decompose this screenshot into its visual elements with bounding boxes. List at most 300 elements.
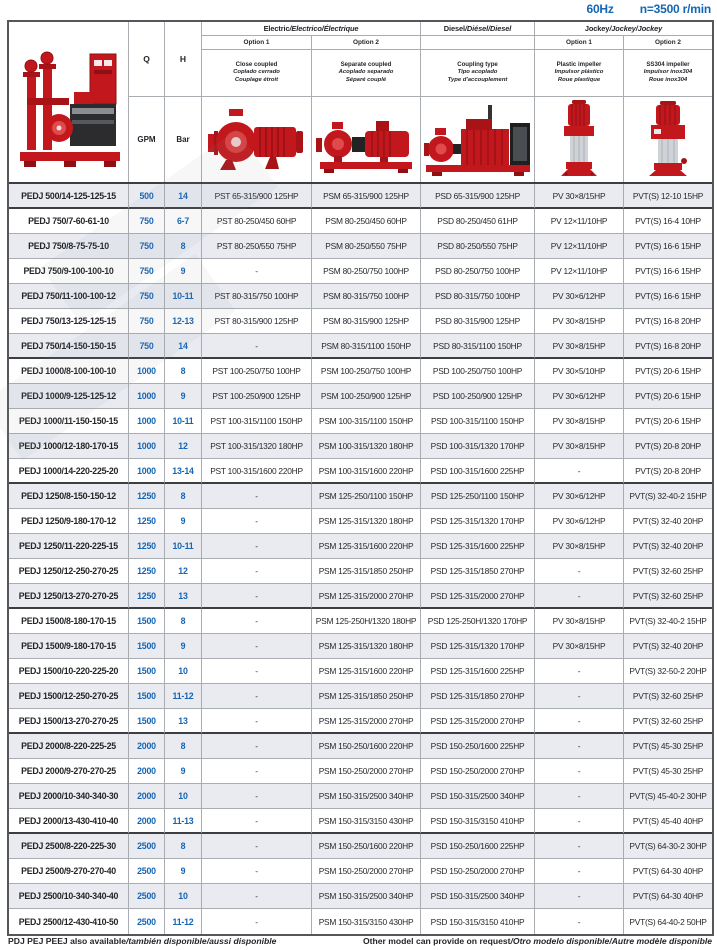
electric-option1-cell: - (202, 509, 312, 534)
h-value-cell: 9 (165, 384, 202, 409)
h-value-cell: 9 (165, 859, 202, 884)
close-coupled-description: Close coupled Coplado cerrado Couplage étroit (202, 50, 312, 97)
jockey-option1-cell: PV 30×8/15HP (535, 184, 624, 209)
diesel-cell: PSD 80-315/1100 150HP (421, 334, 535, 359)
model-cell: PEDJ 1250/11-220-225-15 (9, 534, 129, 559)
diesel-cell: PSD 150-250/1600 225HP (421, 834, 535, 859)
electric-option1-cell: PST 100-315/1100 150HP (202, 409, 312, 434)
diesel-cell: PSD 125-250H/1320 170HP (421, 609, 535, 634)
table-row (9, 884, 712, 909)
diesel-cell: PSD 150-250/2000 270HP (421, 759, 535, 784)
h-value-cell: 14 (165, 334, 202, 359)
electric-option2-cell: PSM 80-250/450 60HP (312, 209, 421, 234)
electric-option1-cell: - (202, 634, 312, 659)
diesel-cell: PSD 80-315/750 100HP (421, 284, 535, 309)
q-value-cell: 1250 (129, 484, 165, 509)
jockey-option2-cell: PVT(S) 45-30 25HP (624, 759, 712, 784)
h-value-cell: 9 (165, 634, 202, 659)
electric-option1-cell: - (202, 484, 312, 509)
q-value-cell: 2500 (129, 834, 165, 859)
q-value-cell: 2000 (129, 784, 165, 809)
table-row (9, 259, 712, 284)
model-cell: PEDJ 2000/9-270-270-25 (9, 759, 129, 784)
jockey-option2-cell: PVT(S) 20-8 20HP (624, 434, 712, 459)
q-value-cell: 2000 (129, 809, 165, 834)
electric-option2-cell: PSM 150-315/2500 340HP (312, 784, 421, 809)
model-cell: PEDJ 2000/8-220-225-25 (9, 734, 129, 759)
table-row (9, 234, 712, 259)
q-value-cell: 750 (129, 284, 165, 309)
jockey-option2-cell: PVT(S) 32-60 25HP (624, 684, 712, 709)
jockey-option2-header: Option 2 (624, 36, 712, 50)
model-cell: PEDJ 1500/9-180-170-15 (9, 634, 129, 659)
diesel-cell: PSD 100-315/1100 150HP (421, 409, 535, 434)
h-value-cell: 8 (165, 834, 202, 859)
jockey-option2-cell: PVT(S) 45-40-2 30HP (624, 784, 712, 809)
diesel-cell: PSD 150-315/2500 340HP (421, 884, 535, 909)
pump-selection-table (7, 20, 714, 936)
q-value-cell: 2500 (129, 909, 165, 934)
h-value-cell: 12 (165, 559, 202, 584)
jockey-option1-cell: PV 30×8/15HP (535, 334, 624, 359)
electric-option2-cell: PSM 65-315/900 125HP (312, 184, 421, 209)
jockey-option1-cell: - (535, 809, 624, 834)
model-cell: PEDJ 1500/10-220-225-20 (9, 659, 129, 684)
h-value-cell: 8 (165, 234, 202, 259)
table-body (9, 184, 712, 934)
diesel-cell: PSD 100-315/1600 225HP (421, 459, 535, 484)
diesel-cell: PSD 125-315/2000 270HP (421, 709, 535, 734)
table-row (9, 384, 712, 409)
diesel-cell: PSD 125-315/2000 270HP (421, 584, 535, 609)
electric-group-header: Electric /Electrico/Électrique (202, 22, 421, 36)
electric-option2-cell: PSM 150-250/2000 270HP (312, 759, 421, 784)
jockey-option1-cell: PV 12×11/10HP (535, 259, 624, 284)
h-unit-label: Bar (165, 97, 202, 182)
q-value-cell: 750 (129, 234, 165, 259)
model-cell: PEDJ 1250/13-270-270-25 (9, 584, 129, 609)
electric-option1-cell: PST 100-315/1320 180HP (202, 434, 312, 459)
coupling-type-description: Coupling type Tipo acoplado Type d'accouplement (421, 50, 535, 97)
h-value-cell: 11-12 (165, 684, 202, 709)
table-row (9, 559, 712, 584)
electric-option1-cell: - (202, 809, 312, 834)
electric-option2-cell: PSM 125-250H/1320 180HP (312, 609, 421, 634)
jockey-option2-cell: PVT(S) 16-6 15HP (624, 284, 712, 309)
q-value-cell: 1250 (129, 534, 165, 559)
h-value-cell: 13 (165, 584, 202, 609)
jockey-option1-cell: PV 30×8/15HP (535, 534, 624, 559)
q-value-cell: 1000 (129, 384, 165, 409)
q-value-cell: 2000 (129, 759, 165, 784)
electric-option1-cell: - (202, 834, 312, 859)
electric-option1-header: Option 1 (202, 36, 312, 50)
model-cell: PEDJ 1000/14-220-225-20 (9, 459, 129, 484)
jockey-option1-cell: PV 30×8/15HP (535, 309, 624, 334)
vertical-jockey-pump-image (535, 97, 624, 182)
jockey-option2-cell: PVT(S) 20-6 15HP (624, 384, 712, 409)
jockey-option1-cell: PV 30×6/12HP (535, 484, 624, 509)
diesel-cell: PSD 125-315/1850 270HP (421, 684, 535, 709)
h-value-cell: 9 (165, 509, 202, 534)
jockey-option1-cell: PV 12×11/10HP (535, 234, 624, 259)
electric-option2-header: Option 2 (312, 36, 421, 50)
jockey-group-header: Jockey /Jockey/Jockey (535, 22, 712, 36)
close-coupled-pump-image (202, 97, 312, 182)
electric-option2-cell: PSM 125-315/1850 250HP (312, 559, 421, 584)
model-cell: PEDJ 2000/13-430-410-40 (9, 809, 129, 834)
electric-option2-cell: PSM 125-315/1320 180HP (312, 634, 421, 659)
diesel-cell: PSD 150-315/3150 410HP (421, 909, 535, 934)
q-column-header: Q (129, 22, 165, 97)
frequency-label: 60Hz (586, 2, 614, 16)
model-cell: PEDJ 750/7-60-61-10 (9, 209, 129, 234)
model-cell: PEDJ 1250/8-150-150-12 (9, 484, 129, 509)
diesel-cell: PSD 100-315/1320 170HP (421, 434, 535, 459)
table-row (9, 759, 712, 784)
jockey-option2-cell: PVT(S) 32-40-2 15HP (624, 484, 712, 509)
jockey-option1-cell: - (535, 584, 624, 609)
diesel-cell: PSD 125-315/1600 225HP (421, 659, 535, 684)
model-cell: PEDJ 2500/12-430-410-50 (9, 909, 129, 934)
jockey-option1-cell: - (535, 909, 624, 934)
table-row (9, 284, 712, 309)
q-value-cell: 1500 (129, 659, 165, 684)
table-row (9, 409, 712, 434)
separate-coupled-pump-image (312, 97, 421, 182)
table-row (9, 209, 712, 234)
jockey-option2-cell: PVT(S) 32-60 25HP (624, 709, 712, 734)
jockey-option1-cell: - (535, 734, 624, 759)
fire-pump-package-image (9, 22, 129, 182)
q-value-cell: 2500 (129, 859, 165, 884)
diesel-cell: PSD 150-315/3150 410HP (421, 809, 535, 834)
model-cell: PEDJ 2000/10-340-340-30 (9, 784, 129, 809)
jockey-option2-cell: PVT(S) 64-40-2 50HP (629, 916, 707, 927)
h-value-cell: 11-13 (165, 809, 202, 834)
jockey-option1-cell: PV 30×6/12HP (535, 384, 624, 409)
table-row (9, 359, 712, 384)
jockey-option2-cell: PVT(S) 20-8 20HP (624, 459, 712, 484)
electric-option2-cell: PSM 150-250/1600 220HP (312, 834, 421, 859)
h-value-cell: 8 (165, 484, 202, 509)
diesel-cell: PSD 100-250/750 100HP (421, 359, 535, 384)
electric-option1-cell: - (202, 709, 312, 734)
diesel-cell: PSD 150-250/2000 270HP (421, 859, 535, 884)
electric-option2-cell: PSM 80-250/550 75HP (312, 234, 421, 259)
model-cell: PEDJ 1000/12-180-170-15 (9, 434, 129, 459)
electric-option2-cell: PSM 125-315/1320 180HP (312, 509, 421, 534)
h-value-cell: 9 (165, 759, 202, 784)
h-value-cell: 13-14 (165, 459, 202, 484)
electric-option1-cell: - (202, 784, 312, 809)
model-cell: PEDJ 750/11-100-100-12 (9, 284, 129, 309)
jockey-option1-cell: - (535, 784, 624, 809)
electric-option1-cell: - (202, 659, 312, 684)
q-value-cell: 1500 (129, 609, 165, 634)
table-row (9, 659, 712, 684)
q-value-cell: 1000 (129, 359, 165, 384)
table-row (9, 509, 712, 534)
ss304-impeller-description: SS304 impeller Impulsor inox304 Roue inox304 (624, 50, 712, 97)
table-row (9, 634, 712, 659)
model-cell: PEDJ 750/13-125-125-15 (9, 309, 129, 334)
h-value-cell: 10 (165, 884, 202, 909)
diesel-cell: PSD 125-315/1600 225HP (421, 534, 535, 559)
electric-option1-cell: PST 80-250/550 75HP (202, 234, 312, 259)
model-cell: PEDJ 750/8-75-75-10 (9, 234, 129, 259)
table-row (9, 784, 712, 809)
h-value-cell: 10 (165, 784, 202, 809)
jockey-option1-cell: PV 30×8/15HP (535, 409, 624, 434)
diesel-cell: PSD 150-250/1600 225HP (421, 734, 535, 759)
q-value-cell: 1500 (129, 684, 165, 709)
table-header (9, 22, 712, 184)
footer-left-note: PDJ PEJ PEEJ also available/también disponible/aussi disponible (8, 936, 277, 946)
jockey-option1-cell: - (535, 684, 624, 709)
table-row (9, 534, 712, 559)
jockey-option2-cell: PVT(S) 64-30 40HP (624, 884, 712, 909)
electric-option2-cell: PSM 125-315/1600 220HP (312, 534, 421, 559)
jockey-option2-cell: PVT(S) 16-8 20HP (624, 309, 712, 334)
table-row (9, 734, 712, 759)
q-unit-label: GPM (129, 97, 165, 182)
electric-option1-cell: - (202, 684, 312, 709)
jockey-option2-cell: PVT(S) 32-40-2 15HP (624, 609, 712, 634)
jockey-option1-cell: PV 30×8/15HP (535, 609, 624, 634)
model-cell: PEDJ 750/9-100-100-10 (9, 259, 129, 284)
jockey-option2-cell: PVT(S) 12-10 15HP (624, 184, 712, 209)
electric-option2-cell: PSM 100-250/750 100HP (312, 359, 421, 384)
diesel-cell: PSD 100-250/900 125HP (421, 384, 535, 409)
footer-right-note: Other model can provide on request/Otro modelo disponible/Autre modèle disponible (362, 936, 712, 946)
electric-option1-cell: PST 100-250/900 125HP (202, 384, 312, 409)
electric-option1-cell: PST 80-315/900 125HP (202, 309, 312, 334)
jockey-option2-cell: PVT(S) 32-50-2 20HP (624, 659, 712, 684)
electric-option2-cell: PSM 100-315/1600 220HP (312, 459, 421, 484)
electric-option2-cell: PSM 80-315/900 125HP (312, 309, 421, 334)
jockey-option1-cell: PV 30×8/15HP (535, 634, 624, 659)
q-value-cell: 1250 (129, 509, 165, 534)
model-cell: PEDJ 1500/12-250-270-25 (9, 684, 129, 709)
electric-option2-cell: PSM 150-315/3150 430HP (312, 809, 421, 834)
h-value-cell: 10-11 (165, 534, 202, 559)
q-value-cell: 1000 (129, 409, 165, 434)
table-row (9, 684, 712, 709)
electric-option2-cell: PSM 125-250/1100 150HP (312, 484, 421, 509)
q-value-cell: 2000 (129, 734, 165, 759)
electric-option1-cell: - (202, 859, 312, 884)
electric-option2-cell: PSM 100-315/1100 150HP (312, 409, 421, 434)
electric-option1-cell: - (202, 584, 312, 609)
q-value-cell: 750 (129, 209, 165, 234)
model-cell: PEDJ 2500/8-220-225-30 (9, 834, 129, 859)
jockey-option1-cell: PV 30×5/10HP (535, 359, 624, 384)
h-value-cell: 10-11 (165, 284, 202, 309)
jockey-option1-cell: - (535, 834, 624, 859)
plastic-impeller-description: Plastic impeller Impulsor plástico Roue plastique (535, 50, 624, 97)
table-row (9, 484, 712, 509)
diesel-group-header: Diesel /Diésel/Diesel (421, 22, 535, 36)
h-value-cell: 13 (165, 709, 202, 734)
electric-option2-cell: PSM 80-250/750 100HP (312, 259, 421, 284)
table-row (9, 184, 712, 209)
diesel-option-spacer (421, 36, 535, 50)
q-value-cell: 750 (129, 259, 165, 284)
electric-option1-cell: - (202, 334, 312, 359)
jockey-option2-cell: PVT(S) 16-4 10HP (624, 209, 712, 234)
electric-option1-cell: PST 100-315/1600 220HP (202, 459, 312, 484)
electric-option1-cell: PST 100-250/750 100HP (202, 359, 312, 384)
electric-option2-cell: PSM 125-315/2000 270HP (312, 584, 421, 609)
model-cell: PEDJ 1500/13-270-270-25 (9, 709, 129, 734)
diesel-cell: PSD 125-315/1320 170HP (421, 634, 535, 659)
q-value-cell: 750 (129, 309, 165, 334)
table-row (9, 834, 712, 859)
diesel-pump-set-image (421, 97, 535, 182)
h-value-cell: 8 (165, 609, 202, 634)
electric-option1-cell: PST 80-250/450 60HP (202, 209, 312, 234)
electric-option1-cell: - (202, 759, 312, 784)
jockey-option2-cell: PVT(S) 16-6 15HP (624, 259, 712, 284)
jockey-option1-cell: PV 30×6/12HP (535, 509, 624, 534)
jockey-option1-cell: - (535, 884, 624, 909)
electric-option2-cell: PSM 100-315/1320 180HP (312, 434, 421, 459)
h-value-cell: 8 (165, 359, 202, 384)
q-value-cell: 1000 (129, 459, 165, 484)
jockey-option2-cell: PVT(S) 32-40 20HP (624, 509, 712, 534)
model-cell: PEDJ 500/14-125-125-15 (9, 184, 129, 209)
model-cell: PEDJ 2500/10-340-340-40 (9, 884, 129, 909)
model-cell: PEDJ 1250/12-250-270-25 (9, 559, 129, 584)
jockey-option2-cell: PVT(S) 45-40 40HP (624, 809, 712, 834)
jockey-option2-cell: PVT(S) 16-6 15HP (624, 234, 712, 259)
jockey-option1-cell: - (535, 559, 624, 584)
q-value-cell: 750 (129, 334, 165, 359)
electric-option2-cell: PSM 80-315/1100 150HP (312, 334, 421, 359)
h-column-header: H (165, 22, 202, 97)
jockey-option1-cell: - (535, 709, 624, 734)
table-row (9, 584, 712, 609)
model-cell: PEDJ 1000/9-125-125-12 (9, 384, 129, 409)
jockey-option1-cell: - (535, 659, 624, 684)
jockey-option2-cell: PVT(S) 20-6 15HP (624, 359, 712, 384)
model-cell: PEDJ 1000/8-100-100-10 (9, 359, 129, 384)
electric-option2-cell: PSM 100-250/900 125HP (312, 384, 421, 409)
speed-label: n=3500 r/min (639, 2, 711, 16)
q-value-cell: 1500 (129, 709, 165, 734)
table-row (9, 709, 712, 734)
q-value-cell: 2500 (129, 884, 165, 909)
q-value-cell: 1250 (129, 584, 165, 609)
electric-option2-cell: PSM 150-250/2000 270HP (312, 859, 421, 884)
electric-option1-cell: - (202, 534, 312, 559)
q-value-cell: 1250 (129, 559, 165, 584)
electric-option2-cell: PSM 150-250/1600 220HP (312, 734, 421, 759)
h-value-cell: 14 (165, 184, 202, 209)
jockey-option2-cell: PVT(S) 32-40 20HP (624, 634, 712, 659)
jockey-option2-cell: PVT(S) 45-30 25HP (624, 734, 712, 759)
table-row (9, 859, 712, 884)
h-value-cell: 11-12 (165, 909, 202, 934)
model-cell: PEDJ 2500/9-270-270-40 (9, 859, 129, 884)
separate-coupled-description: Separate coupled Acoplado separado Séparé couplé (312, 50, 421, 97)
electric-option1-cell: - (202, 884, 312, 909)
table-row (9, 434, 712, 459)
model-cell: PEDJ 1500/8-180-170-15 (9, 609, 129, 634)
table-row (9, 809, 712, 834)
electric-option2-cell: PSM 150-315/3150 430HP (312, 909, 421, 934)
jockey-option1-header: Option 1 (535, 36, 624, 50)
jockey-option1-cell: PV 30×8/15HP (535, 434, 624, 459)
table-row (9, 459, 712, 484)
frequency-speed-note (0, 2, 711, 16)
footer-notes (8, 936, 712, 946)
electric-option2-cell: PSM 150-315/2500 340HP (312, 884, 421, 909)
table-row (9, 334, 712, 359)
jockey-option2-cell: PVT(S) 32-60 25HP (624, 584, 712, 609)
h-value-cell: 12-13 (165, 309, 202, 334)
jockey-option2-cell: PVT(S) 32-40 20HP (624, 534, 712, 559)
h-value-cell: 6-7 (165, 209, 202, 234)
jockey-option1-cell: - (535, 459, 624, 484)
h-value-cell: 12 (165, 434, 202, 459)
jockey-option1-cell: PV 30×6/12HP (535, 284, 624, 309)
electric-option1-cell: PST 80-315/750 100HP (202, 284, 312, 309)
electric-option1-cell: - (202, 609, 312, 634)
h-value-cell: 8 (165, 734, 202, 759)
diesel-cell: PSD 80-250/550 75HP (421, 234, 535, 259)
table-row (9, 909, 712, 934)
electric-option1-cell: - (202, 559, 312, 584)
diesel-cell: PSD 80-250/750 100HP (421, 259, 535, 284)
model-cell: PEDJ 1250/9-180-170-12 (9, 509, 129, 534)
diesel-cell: PSD 65-315/900 125HP (421, 184, 535, 209)
electric-option1-cell: - (202, 734, 312, 759)
electric-option2-cell: PSM 125-315/1850 250HP (312, 684, 421, 709)
jockey-option2-cell: PVT(S) 20-6 15HP (624, 409, 712, 434)
diesel-cell: PSD 150-315/2500 340HP (421, 784, 535, 809)
electric-option1-cell: - (202, 259, 312, 284)
h-value-cell: 10 (165, 659, 202, 684)
jockey-option1-cell: - (535, 859, 624, 884)
diesel-cell: PSD 125-315/1320 170HP (421, 509, 535, 534)
jockey-option1-cell: PV 12×11/10HP (535, 209, 624, 234)
model-cell: PEDJ 750/14-150-150-15 (9, 334, 129, 359)
q-value-cell: 500 (129, 184, 165, 209)
jockey-option2-cell: PVT(S) 64-30 40HP (624, 859, 712, 884)
jockey-option2-cell: PVT(S) 64-30-2 30HP (624, 834, 712, 859)
jockey-option1-cell: - (535, 759, 624, 784)
model-cell: PEDJ 1000/11-150-150-15 (9, 409, 129, 434)
ss304-jockey-pump-image (624, 97, 712, 182)
table-row (9, 609, 712, 634)
diesel-cell: PSD 125-315/1850 270HP (421, 559, 535, 584)
diesel-cell: PSD 80-315/900 125HP (421, 309, 535, 334)
diesel-cell: PSD 80-250/450 61HP (421, 209, 535, 234)
electric-option1-cell: - (202, 909, 312, 934)
electric-option1-cell: PST 65-315/900 125HP (202, 184, 312, 209)
jockey-option2-cell: PVT(S) 16-8 20HP (624, 334, 712, 359)
table-row (9, 309, 712, 334)
jockey-option2-cell: PVT(S) 32-60 25HP (624, 559, 712, 584)
electric-option2-cell: PSM 125-315/2000 270HP (312, 709, 421, 734)
h-value-cell: 9 (165, 259, 202, 284)
q-value-cell: 1000 (129, 434, 165, 459)
diesel-cell: PSD 125-250/1100 150HP (421, 484, 535, 509)
electric-option2-cell: PSM 80-315/750 100HP (312, 284, 421, 309)
electric-option2-cell: PSM 125-315/1600 220HP (312, 659, 421, 684)
